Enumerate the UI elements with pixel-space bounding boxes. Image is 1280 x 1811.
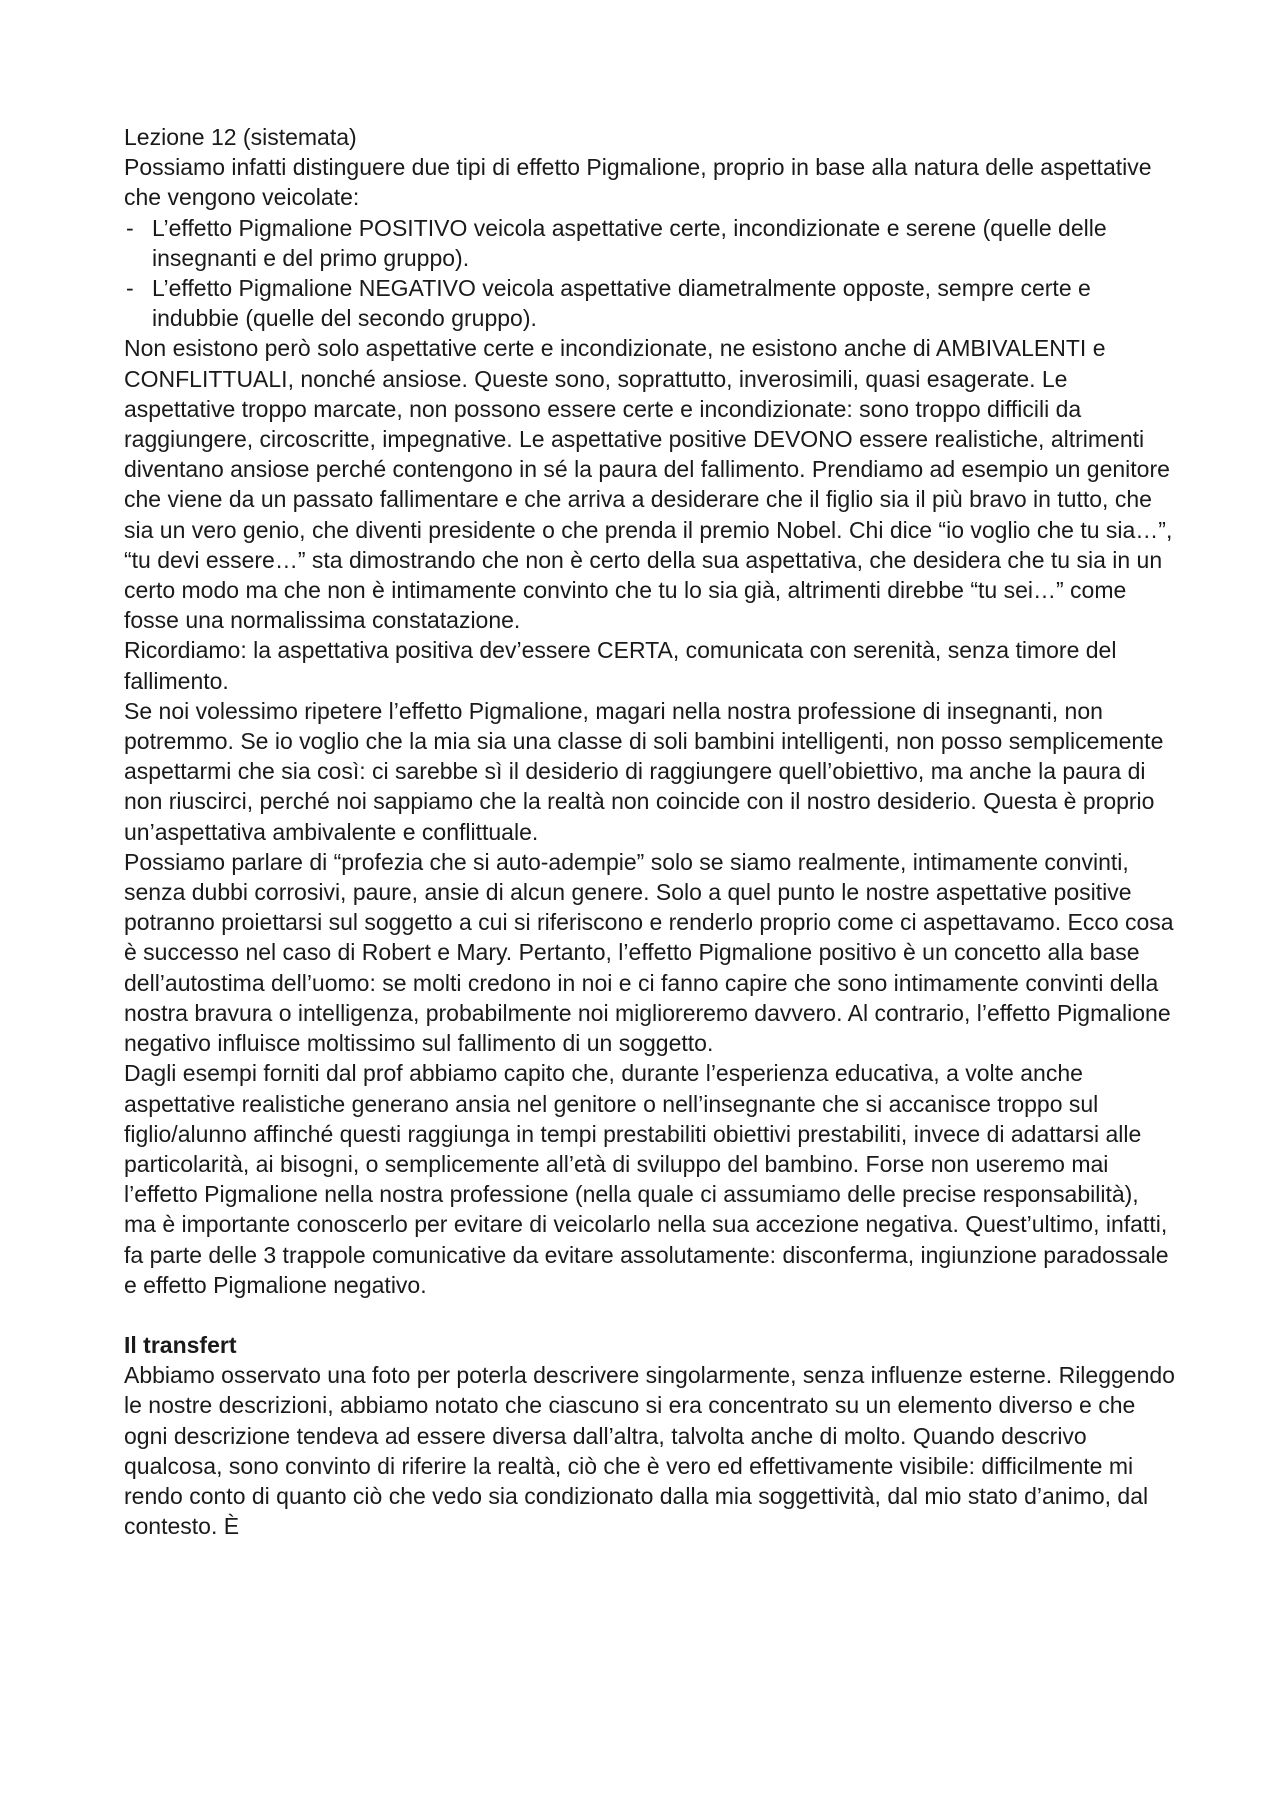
list-item-text: L’effetto Pigmalione NEGATIVO veicola aspettative diametralmente opposte, sempre certe e indubbie (quelle del secondo gruppo). (152, 275, 1091, 332)
body-paragraph: Non esistono però solo aspettative certe e incondizionate, ne esistono anche di AMBIVALENTI e CONFLITTUALI, nonché ansiose. Queste sono, soprattutto, inverosimili, quasi esagerate. Le aspettative troppo marcate, non possono essere certe e incondizionate: sono troppo difficili da raggiungere, circoscritte, impegnative. Le aspettative positive DEVONO essere realistiche, altrimenti diventano ansiose perché contengono in sé la paura del fallimento. Prendiamo ad esempio un genitore che viene da un passato fallimentare e che arriva a desiderare che il figlio sia il più bravo in tutto, che sia un vero genio, che diventi presidente o che prenda il premio Nobel. Chi dice “io voglio che tu sia…”, “tu devi essere…” sta dimostrando che non è certo della sua aspettativa, che desidera che tu sia in un certo modo ma che non è intimamente convinto che tu lo sia già, altrimenti direbbe “tu sei…” come fosse una normalissima constatazione. (124, 335, 1173, 634)
section-paragraph: Abbiamo osservato una foto per poterla descrivere singolarmente, senza influenze esterne. Rileggendo le nostre descrizioni, abbiamo notato che ciascuno si era concentrato su un elemento diverso e che ogni descrizione tendeva ad essere diversa dall’altra, talvolta anche di molto. Quando descrivo qualcosa, sono convinto di riferire la realtà, ciò che è vero ed effettivamente visibile: difficilmente mi rendo conto di quanto ciò che vedo sia condizionato dalla mia soggettività, dal mio stato d’animo, dal contesto. È (124, 1362, 1175, 1540)
body-paragraph: Possiamo parlare di “profezia che si auto-adempie” solo se siamo realmente, intimamente convinti, senza dubbi corrosivi, paure, ansie di alcun genere. Solo a quel punto le nostre aspettative positive potranno proiettarsi sul soggetto a cui si riferiscono e renderlo proprio come ci aspettavamo. Ecco cosa è successo nel caso di Robert e Mary. Pertanto, l’effetto Pigmalione positivo è un concetto alla base dell’autostima dell’uomo: se molti credono in noi e ci fanno capire che sono intimamente convinti della nostra bravura o intelligenza, probabilmente noi miglioreremo davvero. Al contrario, l’effetto Pigmalione negativo influisce moltissimo sul fallimento di un soggetto. (124, 848, 1174, 1057)
document-page (124, 122, 1176, 1541)
list-item-text: L’effetto Pigmalione POSITIVO veicola aspettative certe, incondizionate e serene (quelle delle insegnanti e del primo gruppo). (152, 214, 1107, 271)
lesson-title: Lezione 12 (sistemata) (124, 124, 357, 150)
section-spacer (124, 1300, 1176, 1330)
body-paragraph: Ricordiamo: la aspettativa positiva dev’essere CERTA, comunicata con serenità, senza timore del fallimento. (124, 637, 1117, 694)
list-item (124, 213, 1176, 273)
dash-bullet: - (126, 275, 134, 302)
body-paragraph: Se noi volessimo ripetere l’effetto Pigmalione, magari nella nostra professione di insegnanti, non potremmo. Se io voglio che la mia sia una classe di soli bambini intelligenti, non posso semplicemente aspettarmi che sia così: ci sarebbe sì il desiderio di raggiungere quell’obiettivo, ma anche la paura di non riuscirci, perché noi sappiamo che la realtà non coincide con il nostro desiderio. Questa è proprio un’aspettativa ambivalente e conflittuale. (124, 697, 1164, 845)
body-paragraph: Dagli esempi forniti dal prof abbiamo capito che, durante l’esperienza educativa, a volte anche aspettative realistiche generano ansia nel genitore o nell’insegnante che si accanisce troppo sul figlio/alunno affinché questi raggiunga in tempi prestabiliti obiettivi prestabiliti, invece di adattarsi alle particolarità, ai bisogni, o semplicemente all’età di sviluppo del bambino. Forse non useremo mai l’effetto Pigmalione nella nostra professione (nella quale ci assumiamo delle precise responsabilità), ma è importante conoscerlo per evitare di veicolarlo nella sua accezione negativa. Quest’ultimo, infatti, fa parte delle 3 trappole comunicative da evitare assolutamente: disconferma, ingiunzione paradossale e effetto Pigmalione negativo. (124, 1060, 1169, 1298)
list-item (124, 273, 1176, 333)
intro-paragraph: Possiamo infatti distinguere due tipi di effetto Pigmalione, proprio in base alla natura delle aspettative che vengono veicolate: (124, 154, 1152, 211)
dash-bullet: - (126, 214, 134, 241)
section-heading: Il transfert (124, 1331, 237, 1358)
effect-types-list (124, 213, 1176, 334)
